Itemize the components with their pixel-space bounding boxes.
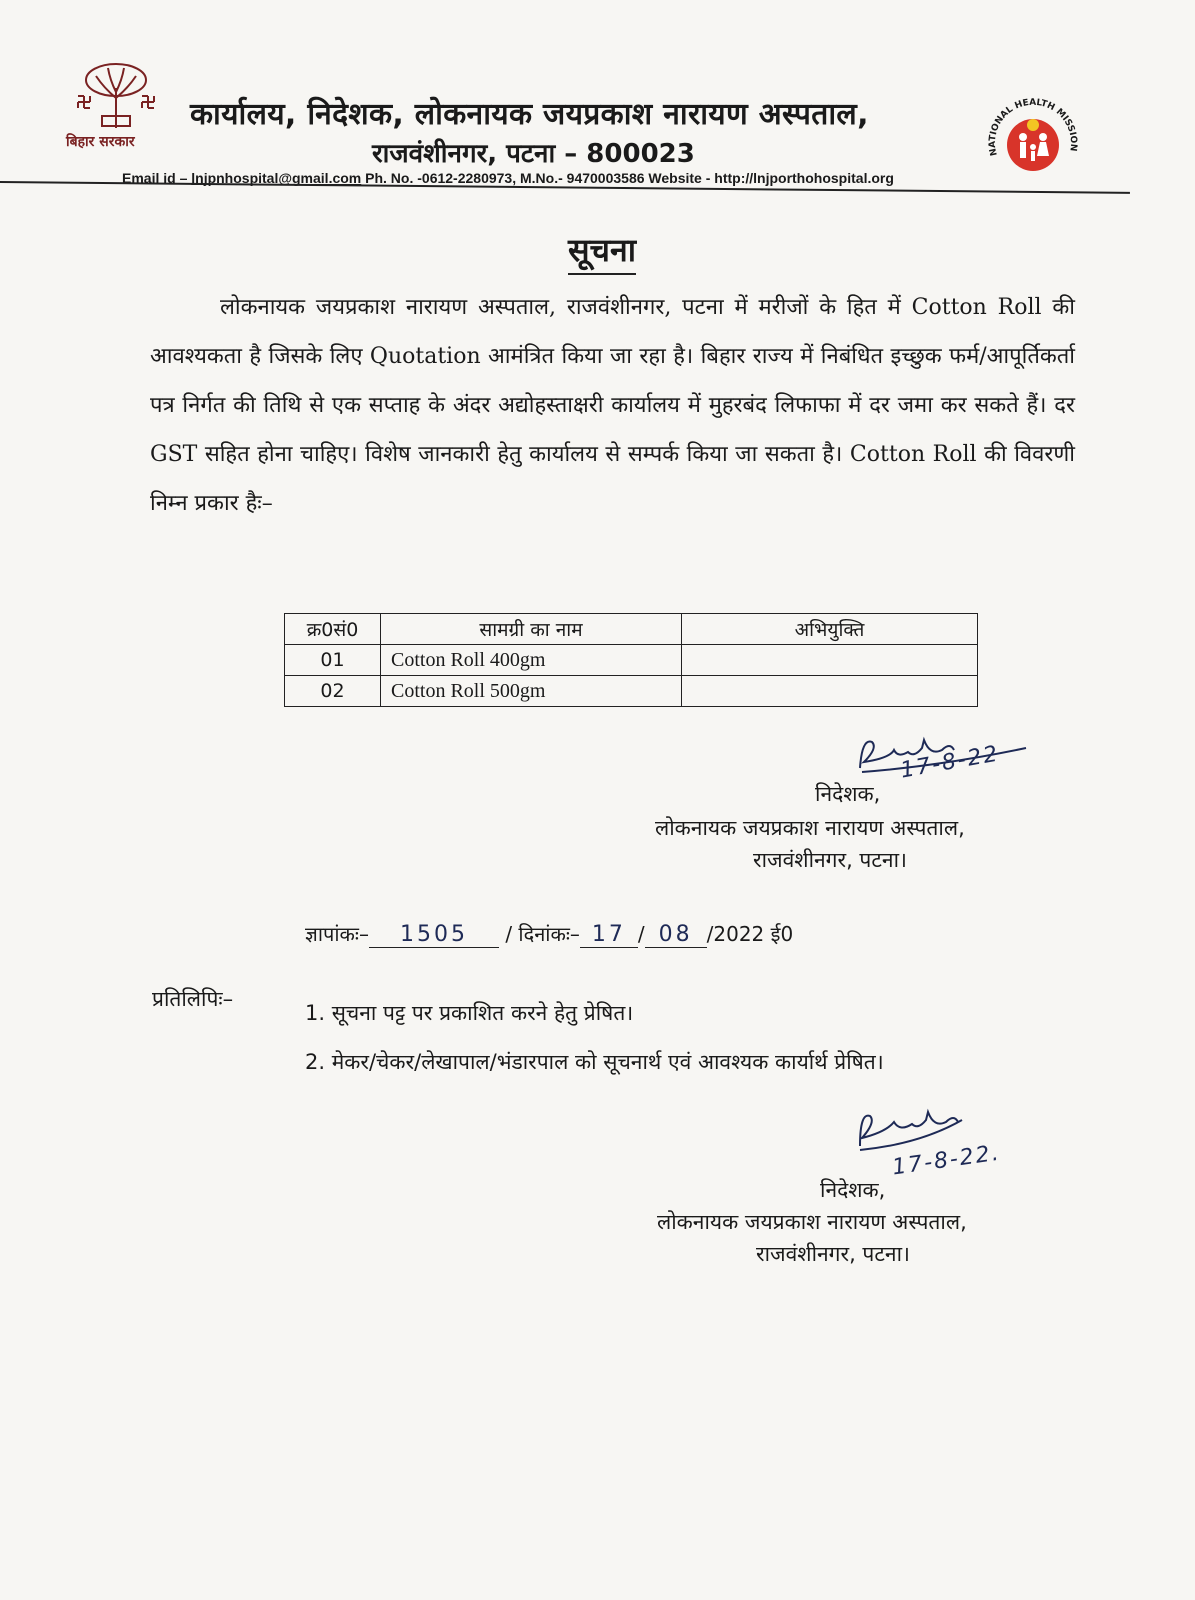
copy-label: प्रतिलिपिः– [152, 987, 234, 1011]
table-row [285, 676, 978, 707]
row-item: Cotton Roll 400gm [381, 645, 682, 676]
date-month: 08 [645, 922, 707, 948]
row-sn: 02 [285, 676, 381, 707]
reference-line [305, 920, 793, 948]
signatory-place: राजवंशीनगर, पटना। [756, 1242, 910, 1266]
email-link[interactable]: lnjpnhospital@gmail.com [191, 170, 362, 186]
date-label: / दिनांकः– [505, 922, 580, 946]
notice-body [150, 283, 1075, 528]
col-header-remarks: अभियुक्ति [682, 614, 978, 645]
date-year: /2022 ई0 [706, 922, 794, 946]
row-remark [682, 676, 978, 707]
signatory-office: लोकनायक जयप्रकाश नारायण अस्पताल, [655, 816, 965, 840]
signature-date: 17-8-22 [898, 741, 1002, 784]
signatory-place: राजवंशीनगर, पटना। [753, 848, 907, 872]
row-item: Cotton Roll 500gm [381, 676, 682, 707]
notice-title: सूचना [568, 228, 636, 275]
copy-item-1: 1. सूचना पट्ट पर प्रकाशित करने हेतु प्रेषित। [305, 1001, 634, 1025]
email-label: Email id – [122, 170, 192, 186]
notice-paragraph: लोकनायक जयप्रकाश नारायण अस्पताल, राजवंशीनगर, पटना में मरीजों के हित में Cotton Roll की आवश्यकता है जिसके लिए Quotation आमंत्रित किया जा रहा है। बिहार राज्य में निबंधित इच्छुक फर्म/आपूर्तिकर्ता पत्र निर्गत की तिथि से एक सप्ताह के अंदर अद्योहस्ताक्षरी कार्यालय में मुहरबंद लिफाफा में दर जमा कर सकते हैं। दर GST सहित होना चाहिए। विशेष जानकारी हेतु कार्यालय से सम्पर्क किया जा सकता है। Cotton Roll की विवरणी निम्न प्रकार हैः– [150, 295, 1075, 516]
signature-block-1 [655, 728, 1080, 888]
date-day: 17 [580, 922, 638, 948]
signatory-office: लोकनायक जयप्रकाश नारायण अस्पताल, [657, 1210, 967, 1234]
signatory-designation: निदेशक, [820, 1178, 886, 1202]
office-title-line2: राजवंशीनगर, पटना – 800023 [372, 139, 695, 169]
date-separator: / [637, 922, 645, 946]
items-table [284, 613, 978, 707]
table-header-row [285, 614, 978, 645]
bihar-govt-logo [66, 58, 166, 152]
nhm-ring-text: NATIONAL HEALTH MISSION [987, 97, 1079, 157]
signature-date: 17-8-22. [890, 1140, 1003, 1181]
row-remark [682, 645, 978, 676]
copy-item-2: 2. मेकर/चेकर/लेखापाल/भंडारपाल को सूचनार्थ एवं आवश्यक कार्यार्थ प्रेषित। [305, 1050, 884, 1074]
nhm-logo [983, 95, 1083, 199]
letter-no-label: ज्ञापांकः– [305, 922, 369, 946]
contact-details: Ph. No. -0612-2280973, M.No.- 9470003586 Website - http://lnjporthohospital.org [361, 170, 894, 186]
bihar-sarkar-label: बिहार सरकार [66, 134, 135, 150]
col-header-item: सामग्री का नाम [381, 614, 682, 645]
table-row [285, 645, 978, 676]
office-title-line1: कार्यालय, निदेशक, लोकनायक जयप्रकाश नारायण अस्पताल, [190, 97, 869, 132]
row-sn: 01 [285, 645, 381, 676]
signatory-designation: निदेशक, [815, 782, 881, 806]
letter-no-value: 1505 [369, 922, 499, 948]
signature-block-2 [657, 1098, 1080, 1298]
col-header-sn: क्र0सं0 [285, 614, 381, 645]
